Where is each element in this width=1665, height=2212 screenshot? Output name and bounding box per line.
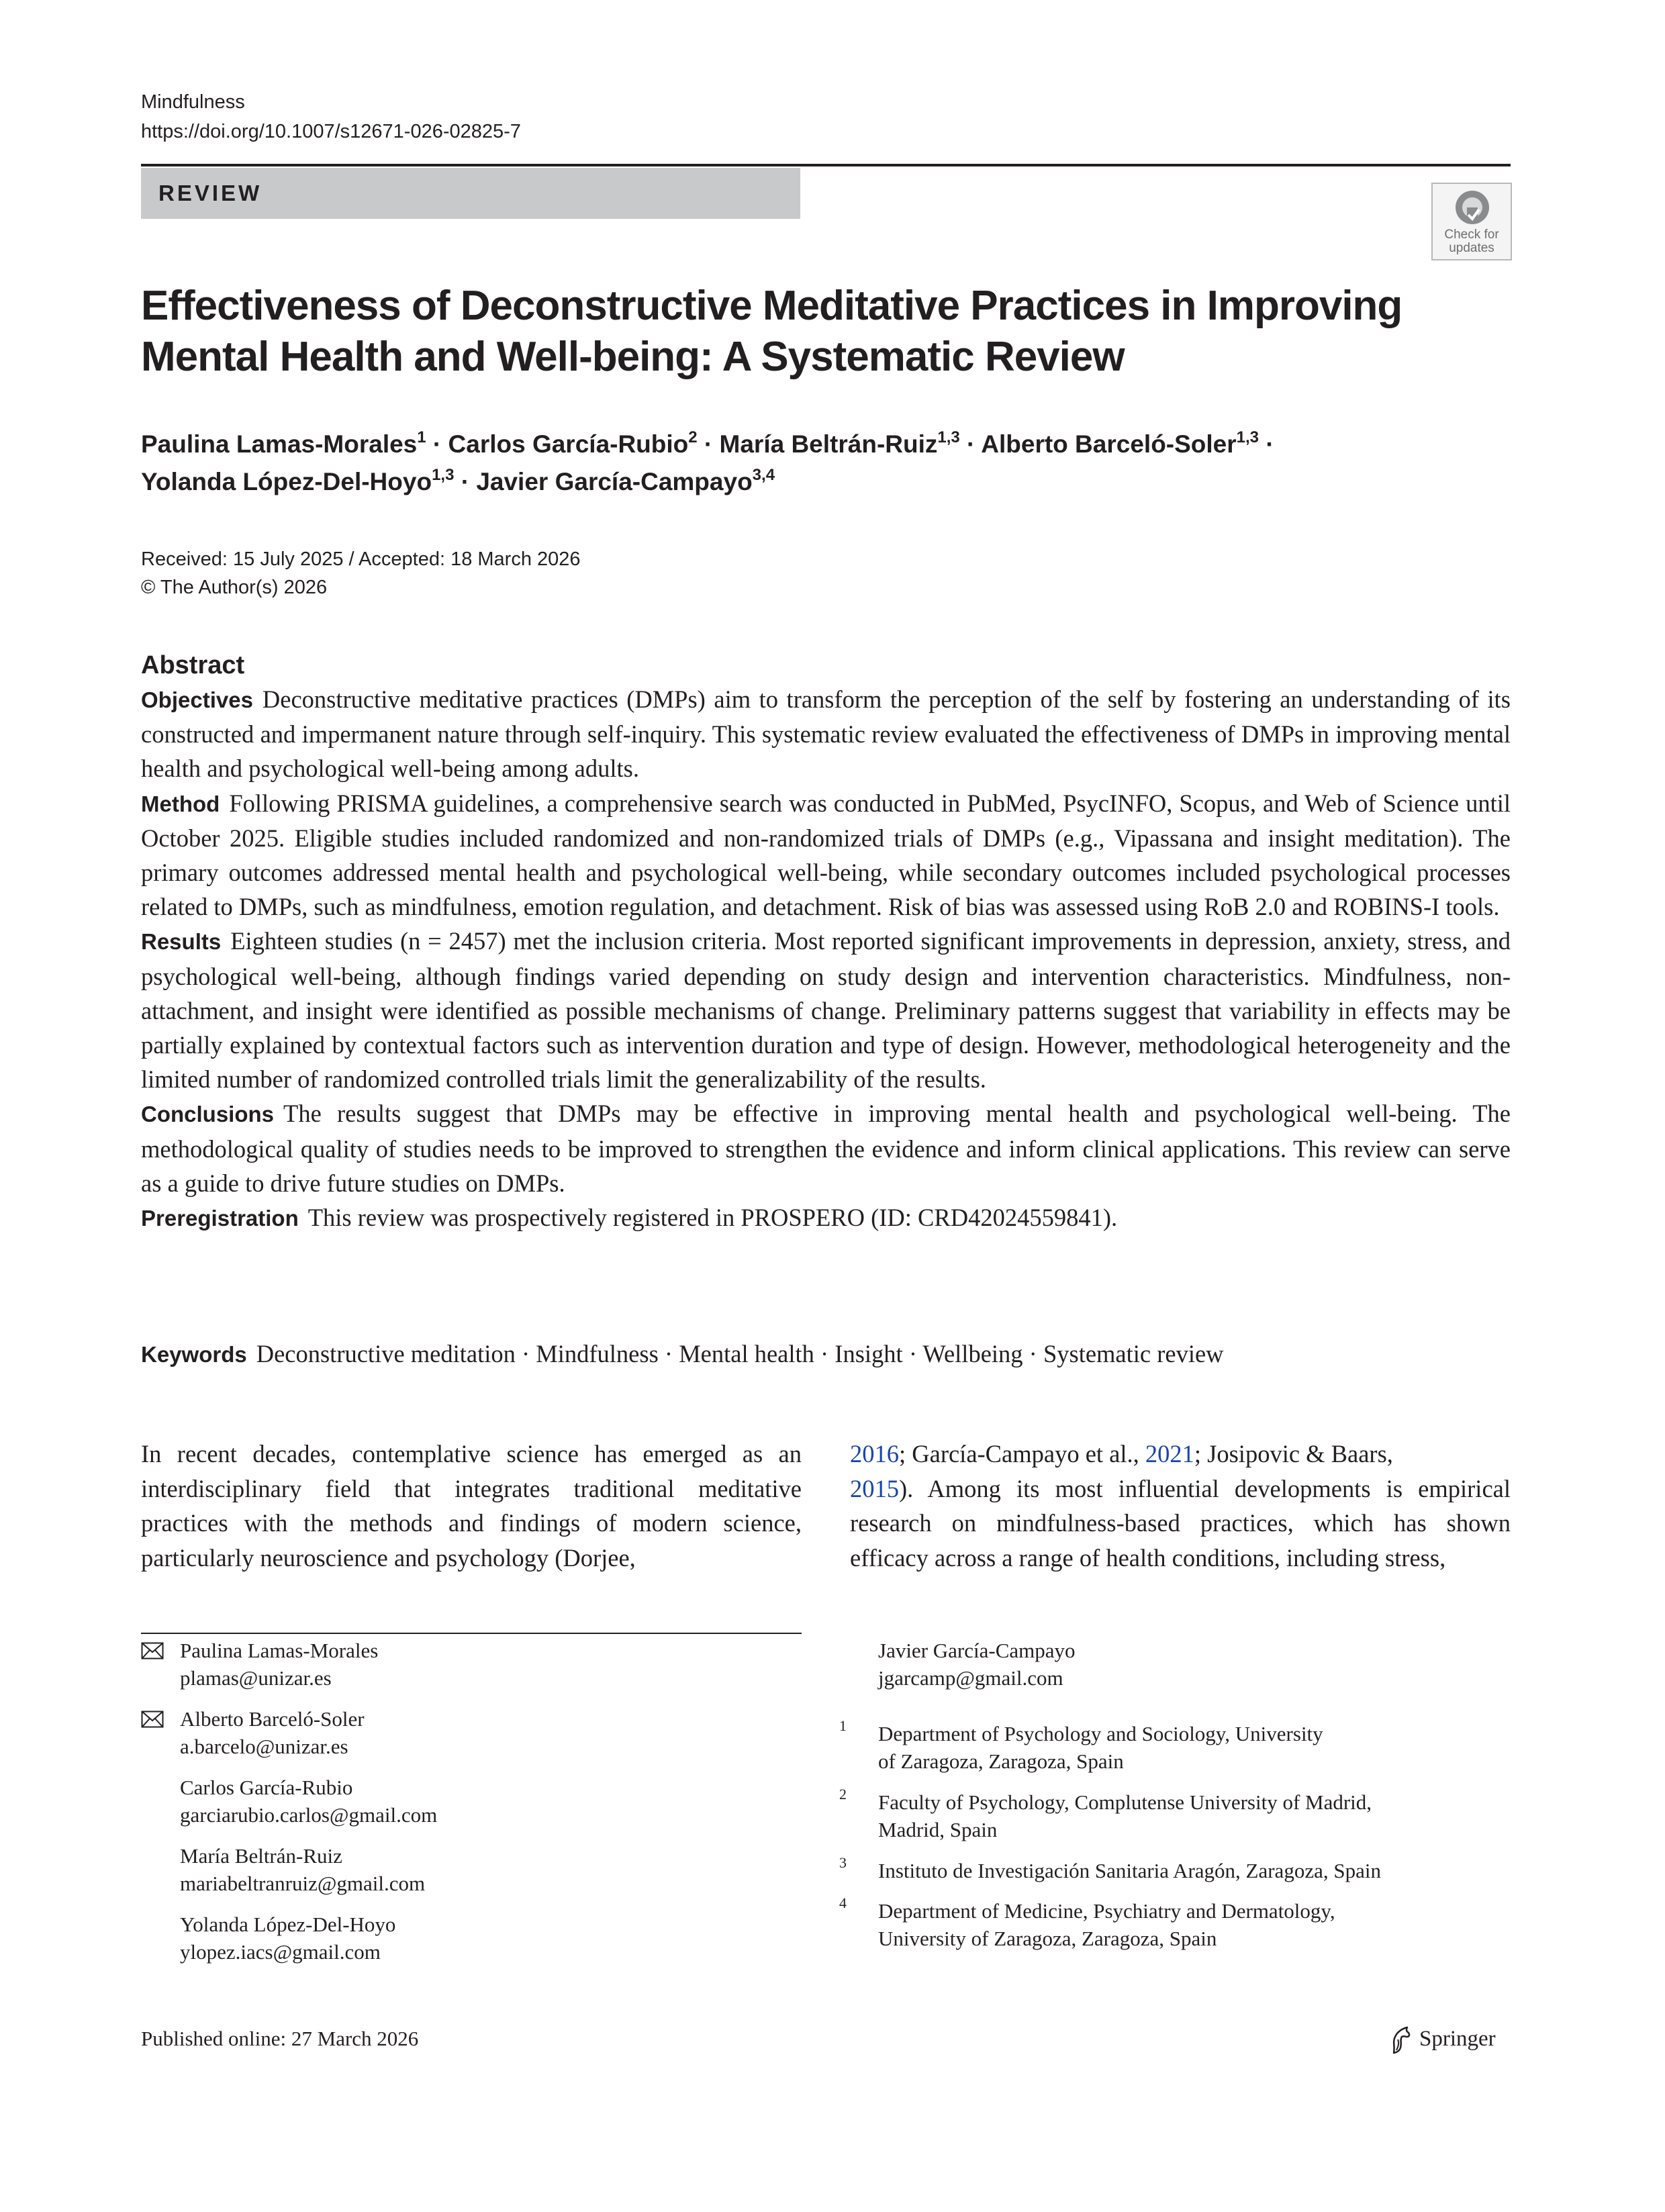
header-rule xyxy=(141,164,1511,166)
citation-link[interactable]: 2015 xyxy=(850,1474,899,1502)
published-online: Published online: 27 March 2026 xyxy=(141,2027,419,2050)
keywords xyxy=(141,1337,1511,1372)
author-separator: · xyxy=(967,430,976,458)
affiliation-number: 1 xyxy=(839,1717,847,1734)
contact-name: María Beltrán-Ruiz xyxy=(180,1844,342,1868)
title-line2: Mental Health and Well-being: A Systematic Review xyxy=(141,334,1125,380)
contact-name: Paulina Lamas-Morales xyxy=(180,1639,379,1662)
abstract-objectives xyxy=(141,682,1511,786)
abstract-heading: Abstract xyxy=(141,651,245,679)
abstract-label: Method xyxy=(141,791,220,816)
badge-line2: updates xyxy=(1449,241,1494,255)
contact-email[interactable]: garciarubio.carlos@gmail.com xyxy=(180,1803,438,1827)
affiliation-number: 4 xyxy=(839,1894,847,1911)
author-name[interactable]: Paulina Lamas-Morales xyxy=(141,430,418,458)
contact-entry xyxy=(878,1637,1076,1692)
abstract-label: Results xyxy=(141,929,222,955)
badge-text xyxy=(1433,228,1511,255)
contact-email[interactable]: ylopez.iacs@gmail.com xyxy=(180,1940,381,1964)
springer-horse-icon xyxy=(1387,2023,1414,2056)
abstract-label: Objectives xyxy=(141,687,253,712)
author-name[interactable]: Carlos García-Rubio xyxy=(448,430,689,458)
abstract-text: The results suggest that DMPs may be effective in improving mental health and psychological well-being. The methodological quality of studies needs to be improved to strengthen the evidence and inform clinical applications. This review can serve as a guide to drive future studies on DMPs. xyxy=(141,1100,1511,1197)
title-line1: Effectiveness of Deconstructive Meditative Practices in Improving xyxy=(141,283,1402,329)
body-column-left: In recent decades, contemplative science has emerged as an interdisciplinary field that integrates traditional meditative practices with the methods and findings of modern science, particularly neuroscience and psychology (Dorjee, xyxy=(141,1440,802,1572)
received-accepted: Received: 15 July 2025 / Accepted: 18 March 2026 xyxy=(141,548,581,570)
contact-email[interactable]: jgarcamp@gmail.com xyxy=(878,1666,1063,1690)
author-affiliation: 2 xyxy=(688,428,698,446)
author-name[interactable]: Yolanda López-Del-Hoyo xyxy=(141,468,432,495)
author-affiliation: 1,3 xyxy=(937,428,960,446)
article-title xyxy=(141,281,1417,383)
badge-line1: Check for xyxy=(1444,228,1499,242)
contact-name: Alberto Barceló-Soler xyxy=(180,1707,365,1731)
affiliation-line: Instituto de Investigación Sanitaria Aragón, Zaragoza, Spain xyxy=(878,1859,1381,1882)
keywords-list: Deconstructive meditation · Mindfulness · Mental health · Insight · Wellbeing · Systematic review xyxy=(256,1340,1224,1367)
crossmark-icon xyxy=(1454,189,1490,226)
affiliation-line: Department of Psychology and Sociology, University xyxy=(878,1722,1323,1745)
check-for-updates-badge[interactable] xyxy=(1431,183,1512,260)
abstract-label: Conclusions xyxy=(141,1102,275,1127)
contact-name: Carlos García-Rubio xyxy=(180,1776,353,1799)
citation-link[interactable]: 2021 xyxy=(1145,1440,1194,1468)
affiliation-line: Department of Medicine, Psychiatry and Dermatology, xyxy=(878,1899,1335,1923)
citation-link[interactable]: 2016 xyxy=(850,1440,899,1468)
envelope-icon xyxy=(141,1711,164,1728)
contact-entry xyxy=(180,1842,425,1897)
abstract-text: This review was prospectively registered in PROSPERO (ID: CRD42024559841). xyxy=(307,1204,1118,1232)
contact-name: Yolanda López-Del-Hoyo xyxy=(180,1913,396,1936)
footnote-rule xyxy=(141,1633,802,1634)
keywords-label: Keywords xyxy=(141,1342,247,1367)
contact-email[interactable]: mariabeltranruiz@gmail.com xyxy=(180,1872,426,1895)
affiliation-line: Faculty of Psychology, Complutense University of Madrid, xyxy=(878,1790,1372,1814)
body-text: ). Among its most influential developments is empirical research on mindfulness-based practices, which has shown efficacy across a range of health conditions, including stress, xyxy=(850,1474,1511,1572)
abstract-text: Following PRISMA guidelines, a comprehensive search was conducted in PubMed, PsycINFO, Scopus, and Web of Science until October 2025. Eligible studies included randomized and non-randomized trials of DMPs (e.g., Vipassana and insight meditation). The primary outcomes addressed mental health and psychological well-being, while secondary outcomes included psychological processes related to DMPs, such as mindfulness, emotion regulation, and detachment. Risk of bias was assessed using RoB 2.0 and ROBINS-I tools. xyxy=(141,789,1511,921)
author-affiliation: 1,3 xyxy=(432,465,455,484)
abstract-label: Preregistration xyxy=(141,1206,299,1231)
author-separator: · xyxy=(461,468,470,495)
copyright: © The Author(s) 2026 xyxy=(141,577,328,598)
affiliation-line: of Zaragoza, Zaragoza, Spain xyxy=(878,1749,1124,1773)
abstract-text: Eighteen studies (n = 2457) met the inclusion criteria. Most reported significant improvements in depression, anxiety, stress, and psychological well-being, although findings varied depending on study design and intervention characteristics. Mindfulness, non-attachment, and insight were identified as possible mechanisms of change. Preliminary patterns suggest that variability in effects may be partially explained by contextual factors such as intervention duration and type of design. However, methodological heterogeneity and the limited number of randomized controlled trials limit the generalizability of the results. xyxy=(141,927,1511,1094)
author-name[interactable]: Alberto Barceló-Soler xyxy=(981,430,1237,458)
affiliation-number: 3 xyxy=(839,1854,847,1871)
publication-dates xyxy=(141,545,581,602)
affiliation-number: 2 xyxy=(839,1786,847,1802)
contact-entry xyxy=(180,1774,437,1829)
author-separator: · xyxy=(432,430,442,458)
envelope-icon xyxy=(141,1642,164,1660)
author-affiliation: 3,4 xyxy=(752,465,775,484)
abstract-text: Deconstructive meditative practices (DMPs) aim to transform the perception of the self by fostering an understanding of its constructed and impermanent nature through self-inquiry. This systematic review evaluated the effectiveness of DMPs in improving mental health and psychological well-being among adults. xyxy=(141,685,1511,783)
abstract-results xyxy=(141,924,1511,1096)
affiliation-line: University of Zaragoza, Zaragoza, Spain xyxy=(878,1927,1217,1950)
author-list xyxy=(141,426,1450,501)
contact-email[interactable]: a.barcelo@unizar.es xyxy=(180,1735,348,1758)
body-column-right xyxy=(850,1437,1511,1575)
abstract-preregistration xyxy=(141,1200,1511,1235)
author-affiliation: 1 xyxy=(417,428,426,446)
contact-entry xyxy=(180,1911,395,1966)
journal-name: Mindfulness xyxy=(141,91,245,113)
author-affiliation: 1,3 xyxy=(1236,428,1259,446)
body-text: ; Josipovic & Baars, xyxy=(1194,1440,1393,1468)
contact-email[interactable]: plamas@unizar.es xyxy=(180,1666,332,1690)
abstract-body xyxy=(141,682,1511,1235)
contact-name: Javier García-Campayo xyxy=(878,1639,1076,1662)
abstract-conclusions xyxy=(141,1096,1511,1200)
author-name[interactable]: Javier García-Campayo xyxy=(476,468,753,495)
abstract-method xyxy=(141,786,1511,924)
author-separator: · xyxy=(1266,430,1274,458)
author-separator: · xyxy=(704,430,713,458)
doi-link[interactable]: https://doi.org/10.1007/s12671-026-02825-7 xyxy=(141,121,521,142)
author-name[interactable]: María Beltrán-Ruiz xyxy=(719,430,938,458)
affiliation-line: Madrid, Spain xyxy=(878,1818,998,1841)
section-label: REVIEW xyxy=(158,181,263,205)
publisher-name: Springer xyxy=(1419,2027,1496,2051)
body-text: ; García-Campayo et al., xyxy=(899,1440,1145,1468)
